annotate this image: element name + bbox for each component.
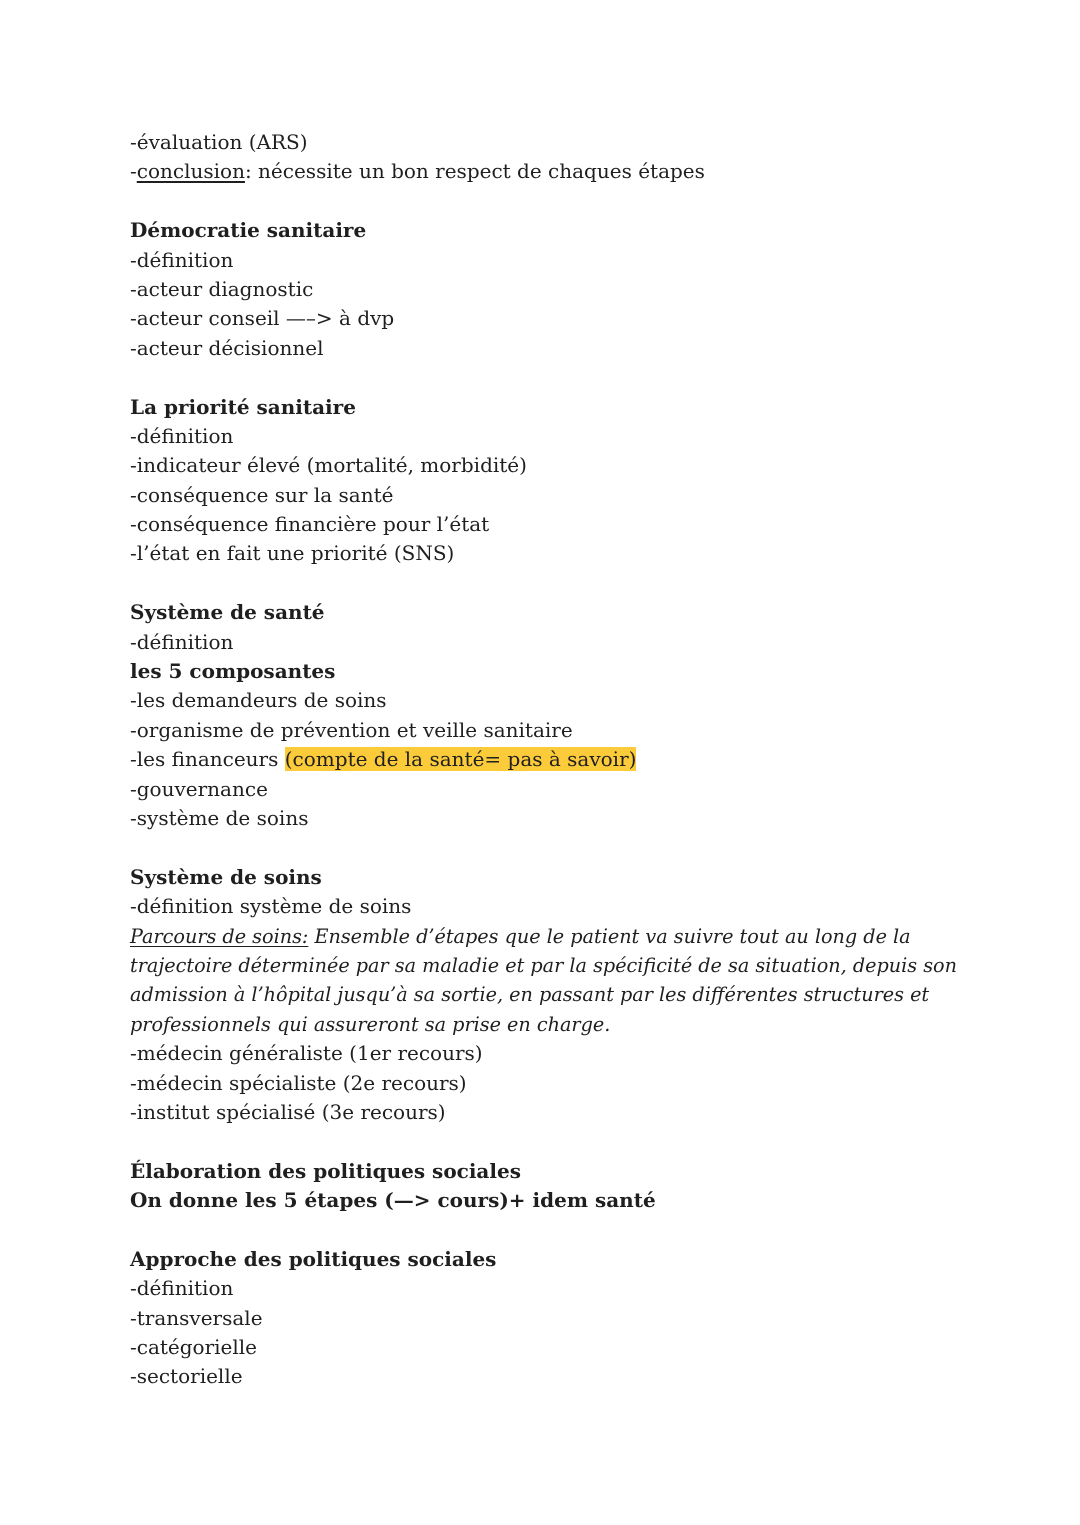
recours-item: -médecin spécialiste (2e recours) bbox=[130, 1070, 467, 1095]
approche-item: -définition bbox=[130, 1276, 234, 1301]
democratie-item: -acteur décisionnel bbox=[130, 335, 324, 360]
priorite-title: La priorité sanitaire bbox=[130, 394, 356, 419]
composantes-subtitle: les 5 composantes bbox=[130, 659, 336, 684]
evaluation-line: -évaluation (ARS) bbox=[130, 130, 308, 154]
systeme-sante-title: Système de santé bbox=[130, 600, 325, 625]
priorite-item: -conséquence sur la santé bbox=[130, 482, 394, 507]
composante-item: -organisme de prévention et veille sanitaire bbox=[130, 717, 573, 742]
priorite-item: -l’état en fait une priorité (SNS) bbox=[130, 541, 455, 566]
conclusion-text: : nécessite un bon respect de chaques étapes bbox=[244, 159, 705, 184]
priorite-item: -définition bbox=[130, 423, 234, 448]
conclusion-line bbox=[130, 157, 960, 186]
financeurs-line bbox=[130, 745, 960, 774]
composante-item: -gouvernance bbox=[130, 776, 268, 801]
priorite-item: -indicateur élevé (mortalité, morbidité) bbox=[130, 453, 527, 478]
systeme-soins-title: Système de soins bbox=[130, 864, 322, 889]
notes-content bbox=[130, 128, 960, 1392]
democratie-title: Démocratie sanitaire bbox=[130, 218, 367, 243]
systeme-sante-definition: -définition bbox=[130, 629, 234, 654]
approche-title: Approche des politiques sociales bbox=[130, 1246, 497, 1271]
financeurs-highlight: (compte de la santé= pas à savoir) bbox=[284, 747, 637, 772]
parcours-label: Parcours de soins: bbox=[130, 924, 309, 948]
democratie-item: -acteur conseil —–> à dvp bbox=[130, 306, 395, 331]
approche-item: -catégorielle bbox=[130, 1335, 258, 1360]
recours-item: -médecin généraliste (1er recours) bbox=[130, 1041, 483, 1066]
composante-item: -système de soins bbox=[130, 805, 309, 830]
approche-item: -transversale bbox=[130, 1305, 263, 1330]
conclusion-prefix: - bbox=[130, 159, 137, 184]
approche-item: -sectorielle bbox=[130, 1364, 243, 1389]
democratie-item: -définition bbox=[130, 247, 234, 272]
parcours-text: Ensemble d’étapes que le patient va suivre tout au long de la trajectoire déterminée par sa maladie et par la spécificité de sa situation, depuis son admission à l’hôpital jusqu’à sa sortie, en passant par les différentes structures et professionnels qui assureront sa prise en charge. bbox=[130, 924, 957, 1036]
democratie-item: -acteur diagnostic bbox=[130, 276, 314, 301]
elaboration-title: Élaboration des politiques sociales bbox=[130, 1158, 521, 1183]
financeurs-text: -les financeurs bbox=[130, 747, 285, 772]
conclusion-label: conclusion bbox=[136, 159, 245, 184]
recours-item: -institut spécialisé (3e recours) bbox=[130, 1099, 446, 1124]
composante-item: -les demandeurs de soins bbox=[130, 688, 387, 713]
parcours-paragraph bbox=[130, 922, 960, 1040]
elaboration-subtitle: On donne les 5 étapes (—> cours)+ idem santé bbox=[130, 1188, 656, 1213]
priorite-item: -conséquence financière pour l’état bbox=[130, 512, 490, 537]
systeme-soins-definition: -définition système de soins bbox=[130, 894, 412, 919]
